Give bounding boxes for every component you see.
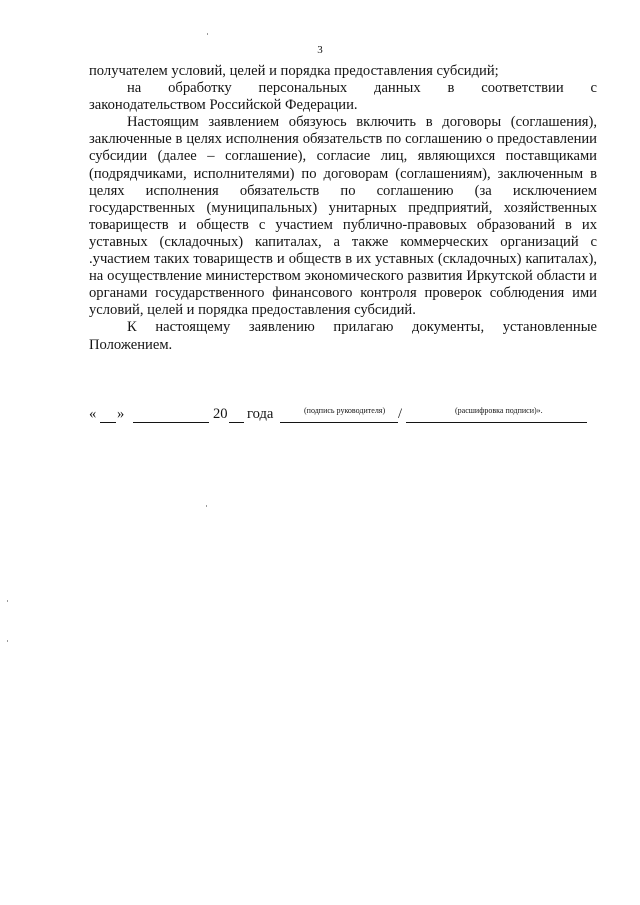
page-number: 3 — [317, 44, 323, 56]
signature-blank — [280, 422, 398, 423]
paragraph-obligation: Настоящим заявлением обязуюсь включить в договоры (соглашения), заключенные в целях исполнения обязательств по соглашению о предоставлении субсидии (далее – соглашение), согласие лиц, являющихся поставщиками (подрядчиками, исполнителями) по договорам (соглашениям), заключенным в целях исполнения обязательств по соглашению (за исключением государственных (муниципальных) унитарных предприятий, хозяйственных товариществ и обществ с участием публично-правовых образований в их уставных (складочных) капиталах, а также коммерческих организаций с .участием таких товариществ и обществ в их уставных (складочных) капиталах), на осуществление министерством экономического развития Иркутской области и органами государственного финансового контроля проверок соблюдения ими условий, целей и порядка предоставления субсидий. — [89, 114, 597, 319]
date-year-blank — [229, 422, 244, 423]
signature-decoding-blank — [406, 422, 587, 423]
scan-speck — [206, 505, 207, 507]
paragraph-attachments: К настоящему заявлению прилагаю документы, установленные Положением. — [89, 319, 597, 353]
scan-speck — [207, 33, 208, 35]
caption-decoding: (расшифровка подписи)». — [455, 406, 543, 415]
signature-line — [89, 406, 599, 446]
paragraph-consent-conditions: получателем условий, целей и порядка предоставления субсидий; — [89, 63, 499, 79]
scan-speck — [7, 640, 8, 642]
date-month-blank — [133, 422, 209, 423]
date-year-prefix: 20 — [213, 406, 228, 422]
date-day-blank — [100, 422, 116, 423]
document-body — [89, 63, 597, 354]
paragraph-personal-data: на обработку персональных данных в соответствии с — [127, 80, 597, 97]
date-close-quote: » — [117, 406, 125, 422]
caption-signature: (подпись руководителя) — [304, 406, 386, 415]
date-year-suffix: года — [247, 406, 274, 422]
signature-slash: / — [398, 406, 403, 422]
scan-speck — [7, 600, 8, 602]
date-open-quote: « — [89, 406, 97, 422]
paragraph-legislation: законодательством Российской Федерации. — [89, 97, 358, 114]
